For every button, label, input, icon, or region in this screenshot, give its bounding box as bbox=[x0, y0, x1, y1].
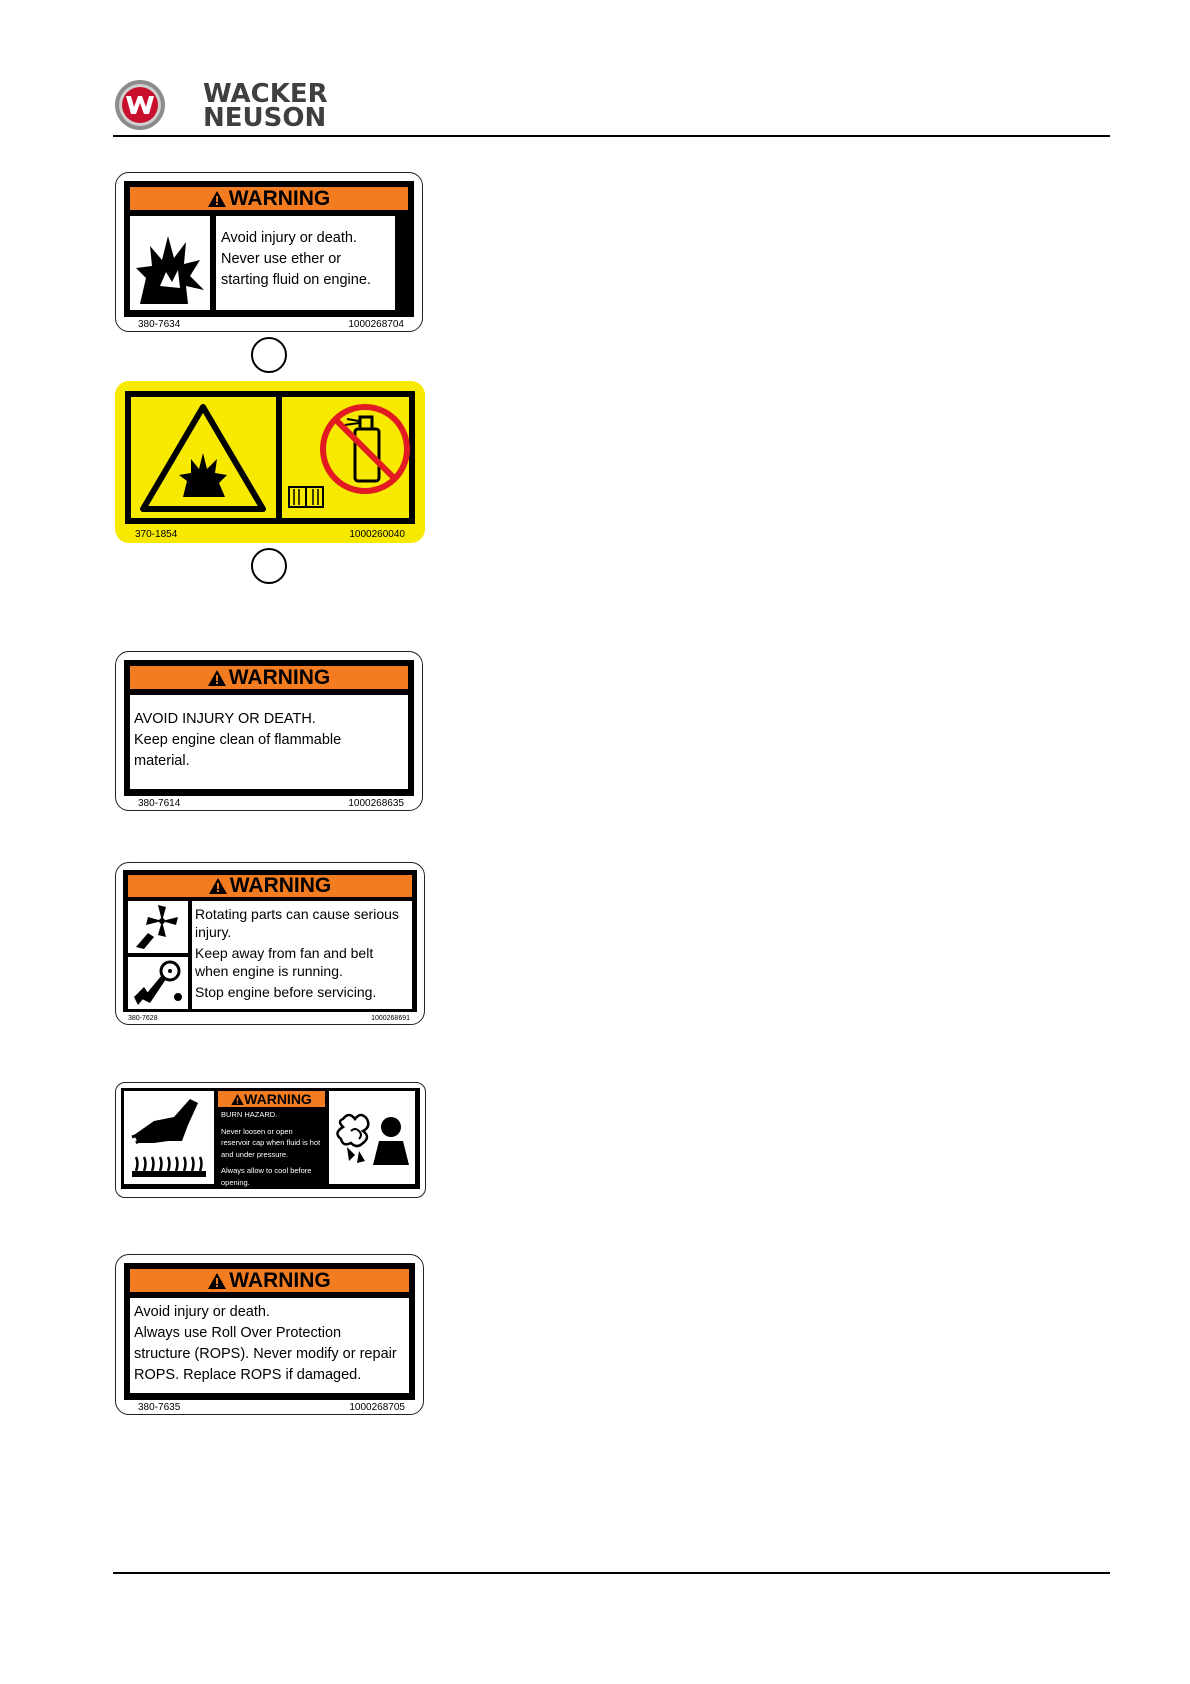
brand-wordmark bbox=[203, 79, 328, 133]
callout-circle bbox=[251, 337, 287, 373]
part-number: 380-7635 bbox=[138, 1402, 181, 1413]
warning-label: WARNING bbox=[229, 1269, 331, 1292]
burn-title: BURN HAZARD. bbox=[221, 1110, 278, 1119]
decal-codes bbox=[128, 1012, 410, 1025]
message-line: Avoid injury or death. bbox=[221, 230, 357, 246]
message-line: AVOID INJURY OR DEATH. bbox=[134, 711, 316, 727]
warning-label: WARNING bbox=[228, 666, 331, 689]
brand-line-1: WACKER bbox=[203, 79, 328, 109]
warning-message bbox=[216, 216, 395, 310]
decal-flammable-warning bbox=[115, 651, 423, 811]
message-line: Avoid injury or death. bbox=[134, 1304, 270, 1320]
message-line: Stop engine before servicing. bbox=[195, 984, 377, 1000]
message-line: opening. bbox=[221, 1177, 250, 1187]
warning-label: WARNING bbox=[244, 1091, 312, 1107]
explosion-triangle-icon bbox=[139, 401, 267, 515]
decal-burn-hazard-warning bbox=[115, 1082, 426, 1198]
decal-codes bbox=[135, 528, 405, 541]
message-line: Rotating parts can cause serious bbox=[195, 906, 399, 922]
alert-triangle-icon bbox=[208, 191, 226, 207]
serial-number: 1000268635 bbox=[348, 798, 404, 809]
belt-hazard-icon bbox=[128, 957, 188, 1009]
brand-line-2: NEUSON bbox=[203, 103, 327, 133]
message-line: injury. bbox=[195, 924, 232, 940]
burn-message bbox=[218, 1107, 325, 1188]
decal-rops-warning bbox=[115, 1254, 424, 1415]
fan-hazard-icon bbox=[128, 901, 188, 953]
message-line: Never loosen or open bbox=[221, 1126, 293, 1136]
decal-inner bbox=[125, 391, 415, 524]
decal-pictogram bbox=[115, 381, 425, 543]
warning-header bbox=[128, 875, 412, 897]
decal-inner bbox=[123, 870, 417, 1012]
footer-rule bbox=[113, 1572, 1110, 1574]
message-line: material. bbox=[134, 753, 190, 769]
hot-surface-hand-icon bbox=[124, 1091, 214, 1184]
burn-warning-text bbox=[218, 1091, 325, 1187]
message-line: Keep engine clean of flammable bbox=[134, 732, 342, 748]
decal-codes bbox=[138, 318, 404, 331]
message-line: when engine is running. bbox=[195, 963, 343, 979]
message-line: Always use Roll Over Protection bbox=[134, 1325, 342, 1341]
message-line: ROPS. Replace ROPS if damaged. bbox=[134, 1367, 362, 1383]
callout-circle bbox=[251, 548, 287, 584]
decal-inner bbox=[124, 181, 414, 317]
warning-message bbox=[192, 901, 412, 1009]
decal-inner bbox=[121, 1088, 420, 1189]
header-rule bbox=[113, 135, 1110, 137]
message-line: Always allow to cool before bbox=[221, 1166, 312, 1175]
warning-header bbox=[130, 666, 408, 689]
wacker-neuson-logo bbox=[114, 79, 166, 131]
part-number: 380-7614 bbox=[138, 798, 181, 809]
warning-header bbox=[130, 187, 408, 210]
decal-inner bbox=[124, 660, 414, 796]
warning-header bbox=[218, 1091, 325, 1107]
no-spray-can-icon bbox=[317, 401, 413, 497]
alert-triangle-icon bbox=[209, 878, 227, 894]
warning-header bbox=[130, 1269, 409, 1292]
warning-message bbox=[130, 1298, 409, 1393]
alert-triangle-icon bbox=[208, 1273, 226, 1289]
decal-codes bbox=[138, 1401, 405, 1414]
explosion-icon bbox=[130, 216, 210, 310]
alert-triangle-icon bbox=[208, 670, 226, 686]
part-number: 370-1854 bbox=[135, 529, 178, 540]
message-line: and under pressure. bbox=[221, 1149, 289, 1159]
decal-codes bbox=[138, 797, 404, 810]
message-line: Never use ether or bbox=[221, 251, 342, 267]
message-line: reservoir cap when fluid is hot bbox=[221, 1138, 321, 1147]
divider bbox=[276, 397, 282, 518]
message-line: starting fluid on engine. bbox=[221, 272, 371, 288]
alert-triangle-icon bbox=[231, 1094, 244, 1105]
serial-number: 1000268704 bbox=[348, 319, 404, 330]
serial-number: 1000260040 bbox=[349, 529, 405, 540]
decal-ether-warning bbox=[115, 172, 423, 332]
message-line: structure (ROPS). Never modify or repair bbox=[134, 1346, 397, 1362]
serial-number: 1000268705 bbox=[349, 1402, 405, 1413]
part-number: 380-7634 bbox=[138, 319, 181, 330]
steam-spray-face-icon bbox=[329, 1091, 415, 1184]
part-number: 380-7628 bbox=[128, 1015, 158, 1022]
decal-rotating-parts-warning bbox=[115, 862, 425, 1025]
warning-label: WARNING bbox=[228, 187, 331, 210]
serial-number: 1000268691 bbox=[371, 1015, 410, 1022]
decal-inner bbox=[124, 1263, 415, 1400]
message-line: Keep away from fan and belt bbox=[195, 945, 374, 961]
warning-label: WARNING bbox=[229, 874, 332, 897]
warning-message bbox=[130, 695, 408, 789]
